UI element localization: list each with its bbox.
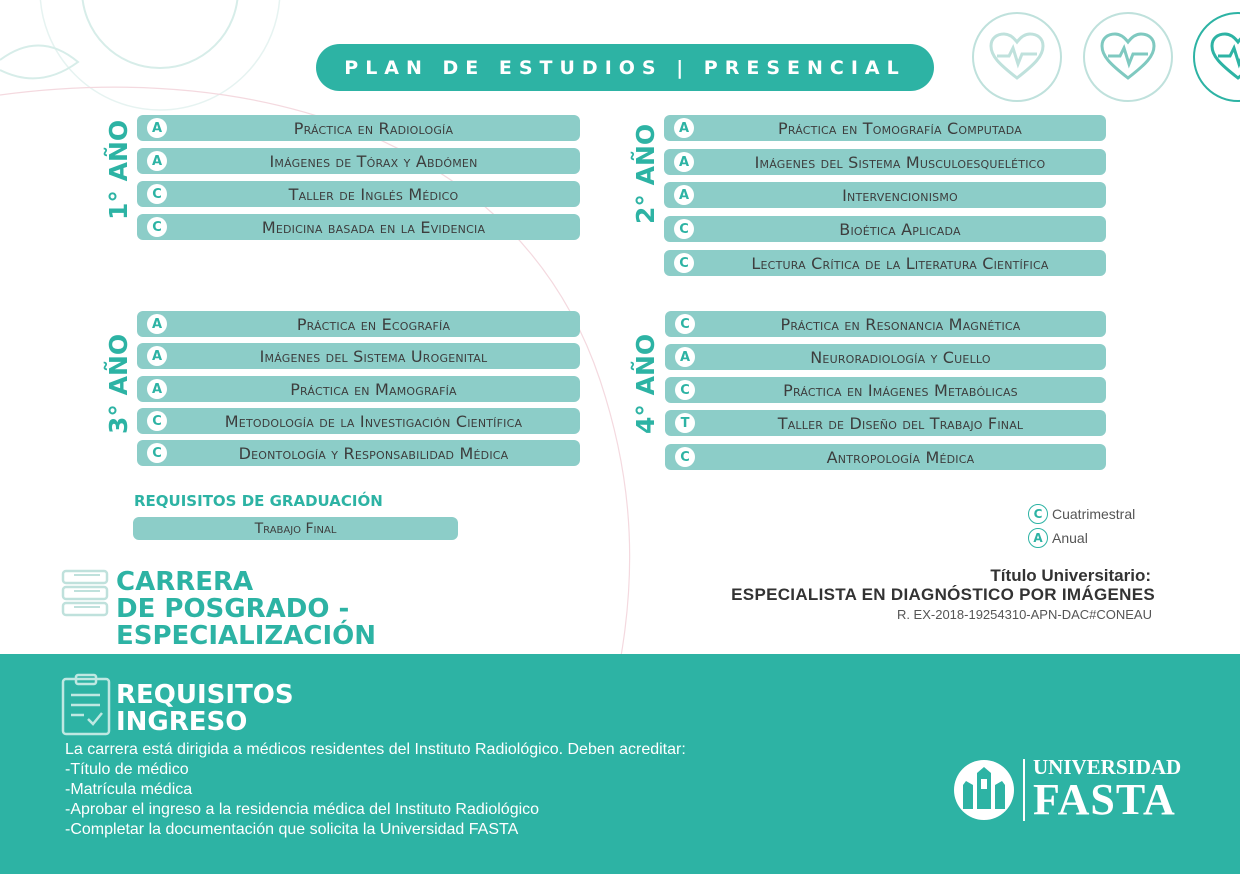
course-name: Metodología de la Investigación Científica	[224, 411, 523, 431]
plan-banner	[316, 44, 934, 91]
requirement-line: -Aprobar el ingreso a la residencia médica del Instituto Radiológico	[65, 801, 540, 818]
books-icon	[60, 567, 112, 619]
carrera-title: CARRERA DE POSGRADO - ESPECIALIZACIÓN	[116, 567, 377, 651]
course-type-badge: A	[675, 347, 695, 367]
course-name: Taller de Inglés Médico	[288, 184, 459, 204]
course-type-badge: C	[674, 253, 694, 273]
course-name: Práctica en Mamografía	[290, 379, 457, 399]
course-type-badge: C	[675, 314, 695, 334]
legend-badge: C	[1028, 504, 1048, 524]
clipboard-check-icon	[60, 673, 112, 737]
course-item	[664, 250, 1106, 276]
university-logo	[953, 757, 1181, 822]
course-name: Lectura Crítica de la Literatura Científica	[751, 253, 1049, 273]
course-item	[664, 216, 1106, 242]
course-type-badge: A	[674, 185, 694, 205]
course-item	[137, 115, 580, 141]
requirement-line: La carrera está dirigida a médicos residentes del Instituto Radiológico. Deben acreditar:	[65, 741, 686, 758]
course-item	[665, 344, 1106, 370]
course-type-badge: C	[147, 217, 167, 237]
course-item	[137, 376, 580, 402]
logo-line1: UNIVERSIDAD	[1033, 755, 1182, 779]
course-item	[137, 148, 580, 174]
heart-pulse-icon	[1083, 12, 1173, 102]
course-item	[137, 343, 580, 369]
course-item	[137, 440, 580, 466]
course-name: Deontología y Responsabilidad Médica	[238, 443, 509, 463]
titulo-resolution: R. EX-2018-19254310-APN-DAC#CONEAU	[896, 607, 1152, 622]
heart-pulse-icon	[972, 12, 1062, 102]
course-name: Práctica en Ecografía	[296, 314, 451, 334]
course-type-badge: A	[147, 379, 167, 399]
legend-item	[1028, 504, 1135, 524]
course-name: Práctica en Imágenes Metabólicas	[783, 380, 1018, 400]
course-item	[665, 311, 1106, 337]
ingreso-title: REQUISITOS INGRESO	[116, 680, 294, 737]
course-type-badge: A	[147, 346, 167, 366]
course-item	[137, 311, 580, 337]
course-item	[137, 214, 580, 240]
course-name: Imágenes del Sistema Musculoesquelético	[754, 152, 1046, 172]
course-name: Bioética Aplicada	[839, 219, 961, 239]
course-type-badge: A	[674, 152, 694, 172]
course-name: Imágenes del Sistema Urogenital	[259, 346, 488, 366]
course-item	[137, 181, 580, 207]
requirement-line: -Título de médico	[65, 761, 189, 778]
course-item	[664, 149, 1106, 175]
course-type-badge: C	[675, 380, 695, 400]
course-item	[665, 410, 1106, 436]
requirement-line: -Matrícula médica	[65, 781, 193, 798]
university-logo-icon	[953, 759, 1015, 821]
course-item	[664, 182, 1106, 208]
legend-label: Cuatrimestral	[1052, 506, 1136, 522]
year-label-3: 3° AÑO	[104, 333, 133, 434]
year-label-2: 2° AÑO	[631, 123, 660, 224]
course-name: Intervencionismo	[842, 185, 958, 205]
course-type-badge: C	[147, 184, 167, 204]
graduation-title: REQUISITOS DE GRADUACIÓN	[134, 492, 383, 510]
ingreso-requirements	[65, 740, 686, 840]
course-name: Práctica en Tomografía Computada	[778, 118, 1022, 138]
graduation-item: Trabajo Final	[133, 517, 458, 540]
legend-badge: A	[1028, 528, 1048, 548]
logo-line2: FASTA	[1033, 775, 1176, 824]
course-type-badge: A	[674, 118, 694, 138]
course-type-badge: A	[147, 118, 167, 138]
titulo-name: ESPECIALISTA EN DIAGNÓSTICO POR IMÁGENES	[731, 585, 1155, 604]
legend-label: Anual	[1052, 530, 1088, 546]
titulo-label: Título Universitario:	[990, 566, 1151, 585]
course-name: Neuroradiología y Cuello	[810, 347, 991, 367]
course-name: Antropología Médica	[826, 447, 975, 467]
course-item	[137, 408, 580, 434]
course-type-badge: C	[147, 443, 167, 463]
course-name: Taller de Diseño del Trabajo Final	[777, 413, 1024, 433]
course-type-badge: A	[147, 314, 167, 334]
requirement-line: -Completar la documentación que solicita la Universidad FASTA	[65, 821, 519, 838]
course-item	[665, 377, 1106, 403]
course-type-badge: C	[674, 219, 694, 239]
course-item	[664, 115, 1106, 141]
course-type-badge: A	[147, 151, 167, 171]
course-type-badge: T	[675, 413, 695, 433]
course-name: Práctica en Resonancia Magnética	[780, 314, 1021, 334]
course-name: Medicina basada en la Evidencia	[261, 217, 486, 237]
course-name: Práctica en Radiología	[293, 118, 454, 138]
plan-title: PLAN DE ESTUDIOS | PRESENCIAL	[344, 56, 906, 79]
year-label-4: 4° AÑO	[631, 333, 660, 434]
course-type-badge: C	[675, 447, 695, 467]
year-label-1: 1° AÑO	[104, 119, 133, 220]
course-name: Imágenes de Tórax y Abdómen	[269, 151, 478, 171]
heart-pulse-icon	[1193, 12, 1240, 102]
course-type-badge: C	[147, 411, 167, 431]
legend-item	[1028, 528, 1088, 548]
course-item	[665, 444, 1106, 470]
